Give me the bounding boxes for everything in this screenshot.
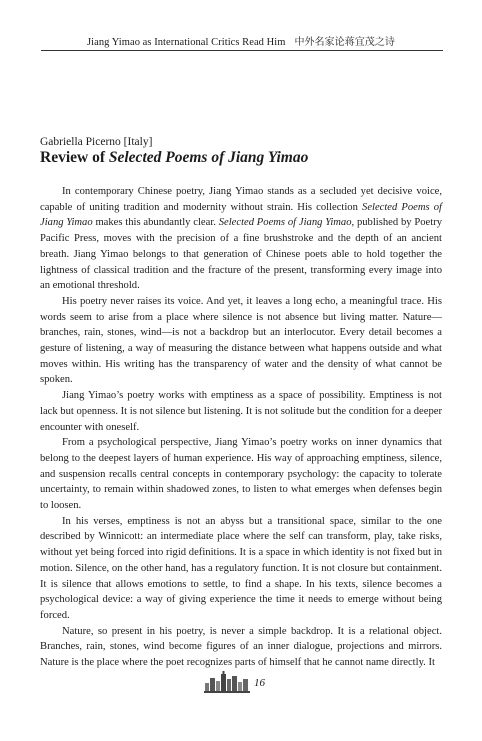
page-number: 16	[254, 677, 265, 689]
page-footer	[204, 671, 284, 693]
author-line: Gabriella Picerno [Italy]	[40, 136, 153, 148]
article-body	[40, 184, 442, 671]
paragraph: Jiang Yimao’s poetry works with emptiness as a space of possibility. Emptiness is not lack but openness. It is not silence but listening. It is not solitude but the condition for a deeper encounter with oneself.	[40, 390, 442, 433]
header-title-cn: 中外名家论蒋宜茂之诗	[294, 37, 395, 48]
paragraph	[40, 184, 442, 294]
city-skyline-icon	[204, 671, 250, 693]
book-title-italic: Selected Poems of Jiang Yimao	[218, 217, 352, 229]
header-title-en: Jiang Yimao as International Critics Read Him	[87, 37, 286, 48]
paragraph: From a psychological perspective, Jiang Yimao’s poetry works on inner dynamics that belong to the deepest layers of human experience. His way of approaching emptiness, silence, and suspension recalls central concepts in contemporary psychology: the capacity to tolerate uncertainty, to remain within shadowed zones, to listen to what emerges when defenses begin to loosen.	[40, 437, 442, 512]
running-header	[0, 33, 482, 48]
title-prefix: Review of	[40, 149, 109, 166]
book-title-italic: Selected Poems of Jiang Yimao	[40, 201, 442, 229]
header-rule	[41, 50, 443, 51]
paragraph-text: makes this abundantly clear.	[92, 217, 219, 229]
title-book-name: Selected Poems of Jiang Yimao	[108, 149, 309, 166]
paragraph-text: , published by Poetry Pacific Press, moves with the precision of a fine brushstroke and the depth of an ancient breath. Jiang Yimao belongs to that generation of Chinese poets able to hold together the lightness of classical tradition and the fracture of the present, transforming every image into an emotional threshold.	[40, 217, 443, 292]
paragraph: Nature, so present in his poetry, is never a simple backdrop. It is a relational object. Branches, rain, stones, wind become figures of an inner dialogue, projections and mirrors. Nature is the place where the poet recognizes parts of himself that he cannot name directly. It	[40, 625, 442, 669]
paragraph: In his verses, emptiness is not an abyss but a transitional space, similar to the one described by Winnicott: an intermediate place where the self can transform, play, take risks, without yet being forced into rigid definitions. It is a space in which identity is not fixed but in motion. Silence, on the other hand, has a regulatory function. It is not closure but containment. It is silence that allows emotions to settle, to find a shape. In his texts, silence becomes a psychological device: a way of giving experience the time it needs to emerge without being forced.	[40, 515, 442, 621]
paragraph-text: In contemporary Chinese poetry, Jiang Yimao stands as a secluded yet decisive voice, capable of uniting tradition and modernity without strain. His collection	[40, 186, 442, 213]
paragraph: His poetry never raises its voice. And yet, it leaves a long echo, a meaningful trace. His words seem to arise from a place where silence is not absence but living matter. Nature—branches, rain, stones, wind—is not a backdrop but an interlocutor. Every detail becomes a gesture of listening, a way of measuring the distance between what happens outside and what moves within. His writing has the transparency of water and the density of what cannot be spoken.	[40, 295, 442, 386]
article-title	[40, 149, 308, 167]
